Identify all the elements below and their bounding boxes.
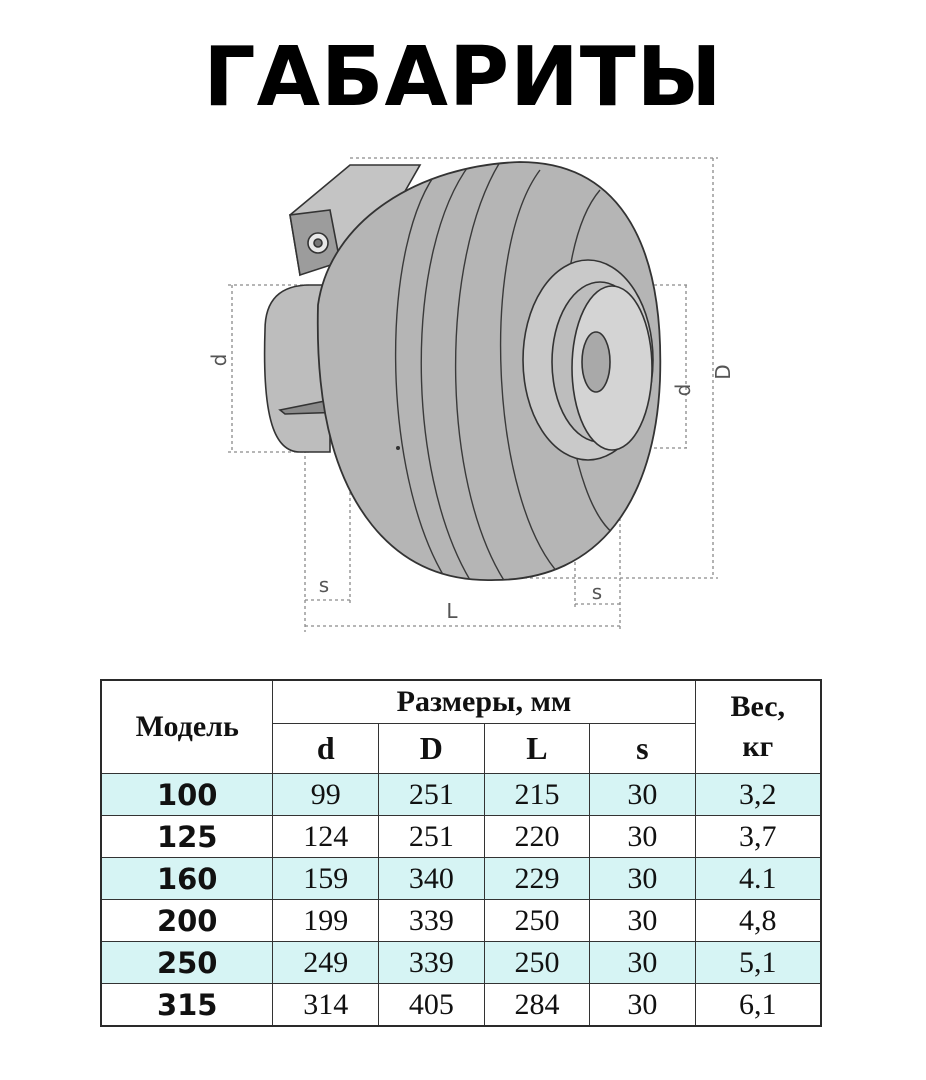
cell-D: 251 (379, 816, 485, 858)
cell-s: 30 (590, 942, 695, 984)
header-model: Модель (101, 680, 273, 774)
header-col-L: L (484, 724, 590, 774)
cell-L: 229 (484, 858, 590, 900)
header-col-D: D (379, 724, 485, 774)
table-row (101, 774, 821, 816)
cell-weight: 4,8 (695, 900, 821, 942)
outlet-collar (523, 260, 653, 460)
dimension-label-d-right: d (671, 383, 695, 397)
cell-model: 250 (101, 942, 273, 984)
cell-weight: 3,7 (695, 816, 821, 858)
header-weight-line1: Вес, (730, 690, 786, 723)
cell-L: 250 (484, 900, 590, 942)
cell-model: 200 (101, 900, 273, 942)
header-weight-line2: кг (742, 730, 774, 763)
cell-weight: 5,1 (695, 942, 821, 984)
cell-d: 314 (273, 984, 379, 1027)
cell-model: 100 (101, 774, 273, 816)
cell-L: 220 (484, 816, 590, 858)
fan-dimension-drawing (0, 150, 926, 640)
cell-s: 30 (590, 774, 695, 816)
header-col-d: d (273, 724, 379, 774)
cell-d: 199 (273, 900, 379, 942)
cell-d: 249 (273, 942, 379, 984)
cell-D: 251 (379, 774, 485, 816)
table-header-row (101, 680, 821, 724)
cell-d: 99 (273, 774, 379, 816)
header-dimensions: Размеры, мм (273, 680, 695, 724)
dimension-label-D: D (711, 364, 735, 380)
cell-L: 215 (484, 774, 590, 816)
dimension-label-L: L (446, 599, 458, 623)
cell-weight: 4.1 (695, 858, 821, 900)
cell-D: 339 (379, 900, 485, 942)
cell-D: 405 (379, 984, 485, 1027)
dimension-label-s-left: s (318, 573, 330, 597)
cell-d: 159 (273, 858, 379, 900)
table-row (101, 900, 821, 942)
cell-D: 339 (379, 942, 485, 984)
cell-L: 250 (484, 942, 590, 984)
cell-s: 30 (590, 858, 695, 900)
header-col-s: s (590, 724, 695, 774)
cell-s: 30 (590, 816, 695, 858)
dimension-label-d-left: d (207, 353, 231, 367)
cell-model: 160 (101, 858, 273, 900)
cell-model: 315 (101, 984, 273, 1027)
cell-model: 125 (101, 816, 273, 858)
cell-weight: 6,1 (695, 984, 821, 1027)
cell-weight: 3,2 (695, 774, 821, 816)
table-row (101, 984, 821, 1027)
table-row (101, 816, 821, 858)
cell-s: 30 (590, 900, 695, 942)
cell-s: 30 (590, 984, 695, 1027)
page-title: ГАБАРИТЫ (203, 30, 723, 125)
dimensions-table (100, 679, 822, 1027)
dimension-label-s-right: s (591, 580, 603, 604)
table-row (101, 942, 821, 984)
table-row (101, 858, 821, 900)
cell-d: 124 (273, 816, 379, 858)
header-weight (695, 680, 821, 774)
cell-D: 340 (379, 858, 485, 900)
cell-L: 284 (484, 984, 590, 1027)
